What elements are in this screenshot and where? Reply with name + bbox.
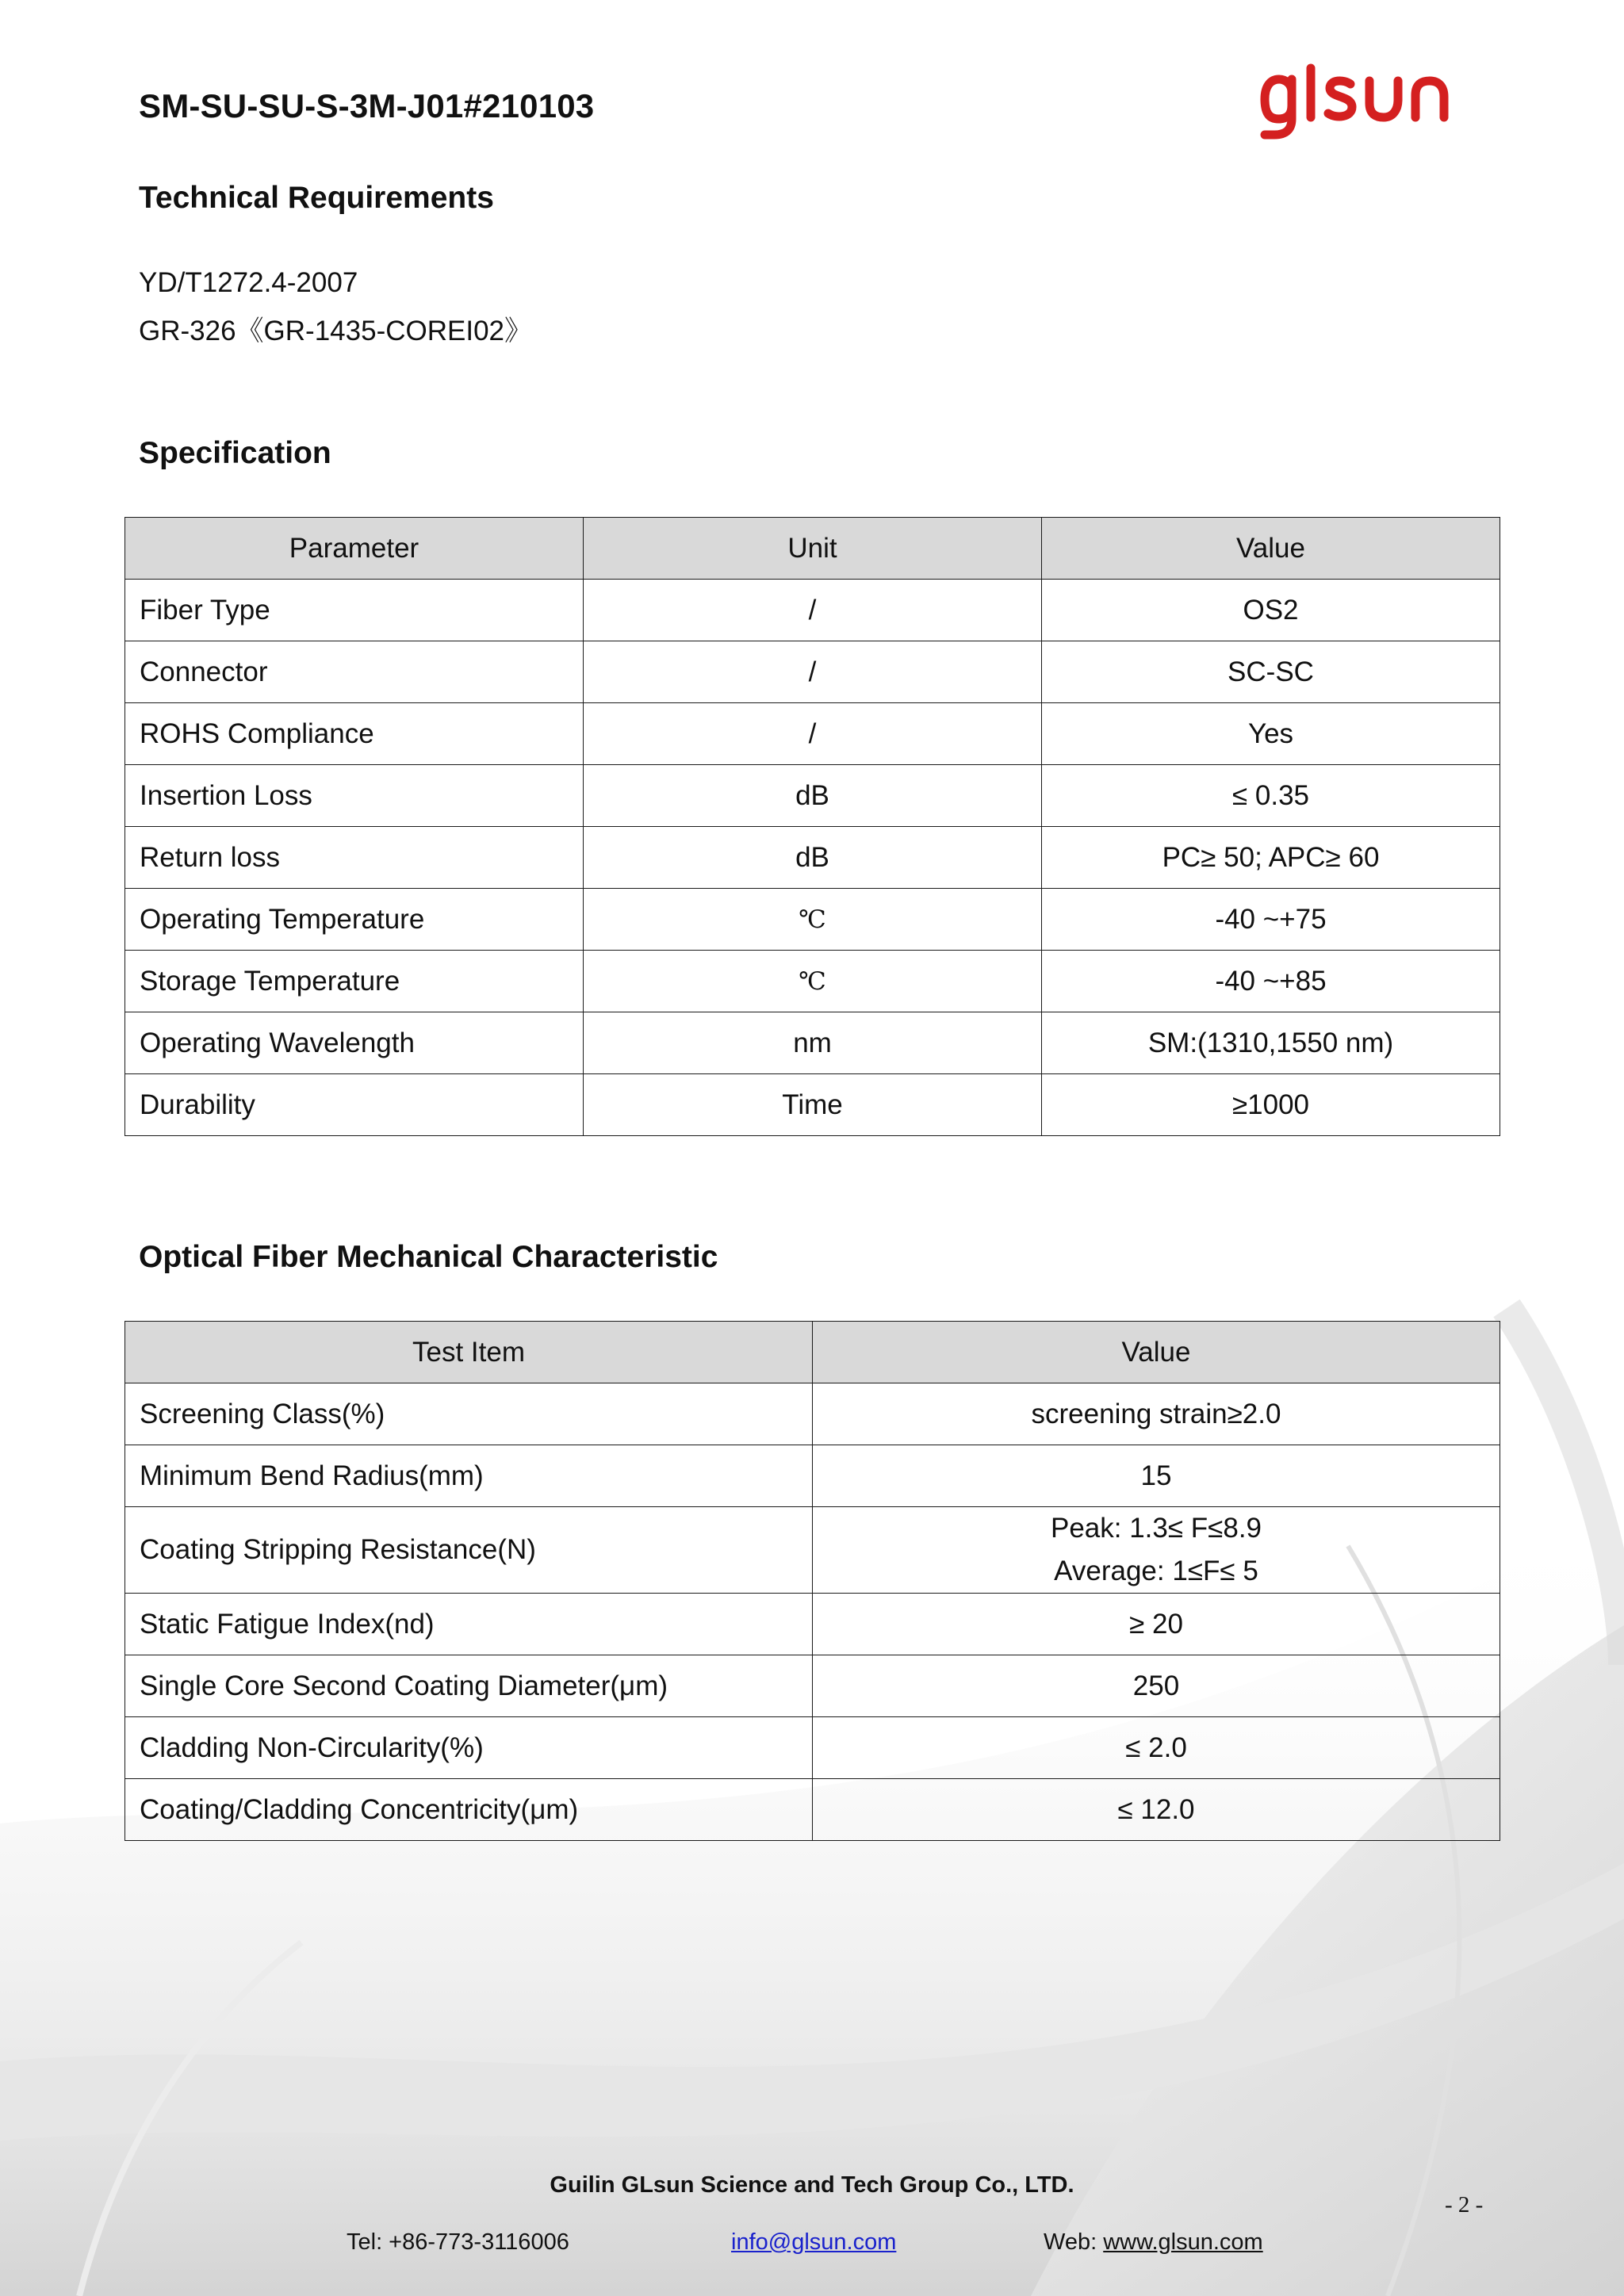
footer-email-link[interactable]: info@glsun.com (731, 2229, 897, 2255)
unit-cell: ℃ (584, 951, 1042, 1012)
unit-cell: / (584, 641, 1042, 703)
value-cell: SC-SC (1042, 641, 1500, 703)
column-header: Parameter (125, 518, 584, 580)
requirement-standard: GR-326《GR-1435-COREI02》 (139, 316, 532, 346)
table-row (125, 827, 1500, 889)
value-cell: ≥1000 (1042, 1074, 1500, 1136)
value-cell: -40 ~+75 (1042, 889, 1500, 951)
table-row (125, 1655, 1500, 1717)
unit-cell: / (584, 580, 1042, 641)
value-cell: Yes (1042, 703, 1500, 765)
parameter-cell: Return loss (125, 827, 584, 889)
mechanical-heading: Optical Fiber Mechanical Characteristic (139, 1240, 718, 1274)
test-item-cell: Static Fatigue Index(nd) (125, 1594, 813, 1655)
value-cell: OS2 (1042, 580, 1500, 641)
unit-cell: dB (584, 827, 1042, 889)
value-cell: ≥ 20 (813, 1594, 1500, 1655)
test-item-cell: Cladding Non-Circularity(%) (125, 1717, 813, 1779)
unit-cell: nm (584, 1012, 1042, 1074)
column-header: Test Item (125, 1322, 813, 1383)
table-row (125, 765, 1500, 827)
test-item-cell: Screening Class(%) (125, 1383, 813, 1445)
value-cell: PC≥ 50; APC≥ 60 (1042, 827, 1500, 889)
table-row (125, 1507, 1500, 1594)
footer-web (1044, 2229, 1263, 2256)
mechanical-table (124, 1321, 1500, 1841)
specification-heading: Specification (139, 436, 331, 470)
parameter-cell: Operating Temperature (125, 889, 584, 951)
table-header-row (125, 1322, 1500, 1383)
value-cell: ≤ 2.0 (813, 1717, 1500, 1779)
column-header: Value (813, 1322, 1500, 1383)
table-row (125, 951, 1500, 1012)
parameter-cell: Connector (125, 641, 584, 703)
value-cell: 15 (813, 1445, 1500, 1507)
parameter-cell: Operating Wavelength (125, 1012, 584, 1074)
table-row (125, 1717, 1500, 1779)
table-row (125, 1074, 1500, 1136)
column-header: Value (1042, 518, 1500, 580)
test-item-cell: Coating/Cladding Concentricity(μm) (125, 1779, 813, 1841)
technical-requirements-heading: Technical Requirements (139, 181, 494, 215)
footer-web-label: Web: (1044, 2229, 1104, 2255)
glsun-logo-mark (1257, 62, 1459, 141)
table-row (125, 641, 1500, 703)
table-header-row (125, 518, 1500, 580)
value-cell: screening strain≥2.0 (813, 1383, 1500, 1445)
parameter-cell: Insertion Loss (125, 765, 584, 827)
table-row (125, 889, 1500, 951)
value-cell: ≤ 0.35 (1042, 765, 1500, 827)
value-line-average: Average: 1≤F≤ 5 (1054, 1556, 1258, 1586)
table-row (125, 703, 1500, 765)
value-cell: ≤ 12.0 (813, 1779, 1500, 1841)
parameter-cell: Storage Temperature (125, 951, 584, 1012)
test-item-cell: Minimum Bend Radius(mm) (125, 1445, 813, 1507)
test-item-cell: Coating Stripping Resistance(N) (125, 1507, 813, 1594)
table-row (125, 1012, 1500, 1074)
table-row (125, 1594, 1500, 1655)
unit-cell: ℃ (584, 889, 1042, 951)
table-row (125, 1779, 1500, 1841)
table-row (125, 1383, 1500, 1445)
test-item-cell: Single Core Second Coating Diameter(μm) (125, 1655, 813, 1717)
value-cell: SM:(1310,1550 nm) (1042, 1012, 1500, 1074)
parameter-cell: Fiber Type (125, 580, 584, 641)
column-header: Unit (584, 518, 1042, 580)
footer-web-link[interactable]: www.glsun.com (1103, 2229, 1263, 2255)
requirement-standard: YD/T1272.4-2007 (139, 267, 358, 298)
unit-cell: dB (584, 765, 1042, 827)
value-cell: 250 (813, 1655, 1500, 1717)
unit-cell: Time (584, 1074, 1042, 1136)
parameter-cell: ROHS Compliance (125, 703, 584, 765)
page-number: - 2 - (1445, 2192, 1484, 2218)
value-cell (813, 1507, 1500, 1594)
table-row (125, 580, 1500, 641)
parameter-cell: Durability (125, 1074, 584, 1136)
unit-cell: / (584, 703, 1042, 765)
document-title: SM-SU-SU-S-3M-J01#210103 (139, 87, 595, 124)
specification-table (124, 517, 1500, 1136)
value-cell: -40 ~+85 (1042, 951, 1500, 1012)
footer-company-name: Guilin GLsun Science and Tech Group Co., LTD. (550, 2172, 1074, 2198)
footer-telephone: Tel: +86-773-3116006 (347, 2229, 569, 2255)
glsun-logo (1257, 62, 1459, 141)
table-row (125, 1445, 1500, 1507)
value-line-peak: Peak: 1.3≤ F≤8.9 (1050, 1513, 1262, 1544)
